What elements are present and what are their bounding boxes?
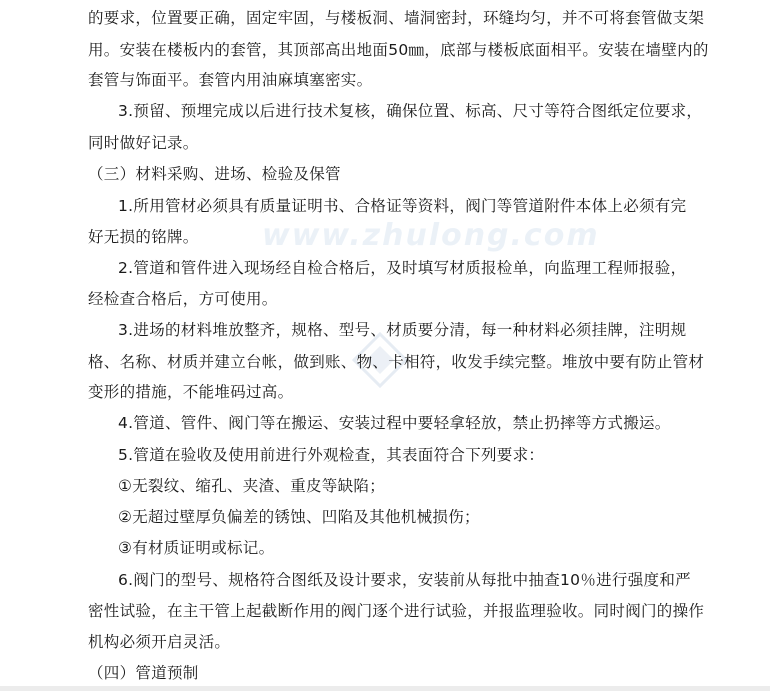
watermark-text: www.zhulong.com xyxy=(262,218,600,253)
paragraph-line: 3.预留、预埋完成以后进行技术复核，确保位置、标高、尺寸等符合图纸定位要求， xyxy=(118,102,703,120)
paragraph-line: 变形的措施，不能堆码过高。 xyxy=(88,383,294,401)
paragraph-line: 套管与饰面平。套管内用油麻填塞密实。 xyxy=(88,71,373,89)
list-item: ①无裂纹、缩孔、夹渣、重皮等缺陷； xyxy=(118,477,385,495)
paragraph-line: 的要求，位置要正确，固定牢固，与楼板洞、墙洞密封，环缝均匀，并不可将套管做支架 xyxy=(88,9,705,27)
paragraph-line: 4.管道、管件、阀门等在搬运、安装过程中要轻拿轻放，禁止扔摔等方式搬运。 xyxy=(118,414,671,432)
paragraph-line: 机构必须开启灵活。 xyxy=(88,633,231,651)
paragraph-line: 好无损的铭牌。 xyxy=(88,228,199,246)
paragraph-line: 密性试验，在主干管上起截断作用的阀门逐个进行试验，并报监理验收。同时阀门的操作 xyxy=(88,602,705,620)
section-heading: （三）材料采购、进场、检验及保管 xyxy=(88,165,341,183)
paragraph-line: 经检查合格后，方可使用。 xyxy=(88,290,278,308)
list-item: ②无超过壁厚负偏差的锈蚀、凹陷及其他机械损伤； xyxy=(118,508,480,526)
paragraph-line: 同时做好记录。 xyxy=(88,134,199,152)
paragraph-line: 5.管道在验收及使用前进行外观检查，其表面符合下列要求： xyxy=(118,446,545,464)
paragraph-line: 2.管道和管件进入现场经自检合格后，及时填写材质报检单，向监理工程师报验， xyxy=(118,259,687,277)
list-item: ③有材质证明或标记。 xyxy=(118,539,275,557)
page-bottom-edge xyxy=(0,686,770,691)
paragraph-line: 6.阀门的型号、规格符合图纸及设计要求，安装前从每批中抽查10％进行强度和严 xyxy=(118,571,691,589)
paragraph-line: 3.进场的材料堆放整齐，规格、型号、材质要分清，每一种材料必须挂牌，注明规 xyxy=(118,321,687,339)
paragraph-line: 用。安装在楼板内的套管，其顶部高出地面50㎜，底部与楼板底面相平。安装在墙壁内的 xyxy=(88,41,709,59)
paragraph-line: 格、名称、材质并建立台帐，做到账、物、卡相符，收发手续完整。堆放中要有防止管材 xyxy=(88,353,705,371)
section-heading: （四）管道预制 xyxy=(88,664,199,682)
paragraph-line: 1.所用管材必须具有质量证明书、合格证等资料，阀门等管道附件本体上必须有完 xyxy=(118,197,687,215)
